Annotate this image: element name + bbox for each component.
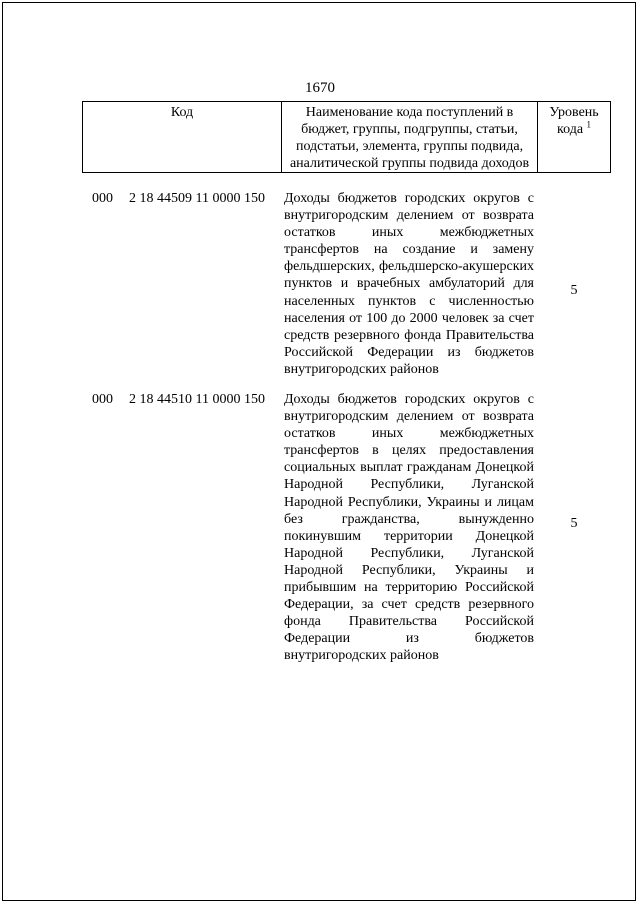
header-table — [82, 101, 611, 173]
row-admin-code: 000 — [92, 191, 113, 206]
header-level-label: Уровень кода — [549, 105, 599, 137]
header-level-footnote: 1 — [586, 119, 592, 130]
header-name-label: Наименование кода поступлений в бюджет, группы, подгруппы, статьи, подстатьи, элемента, группы подвида, аналитической группы подвида доходов — [289, 105, 530, 171]
page-number: 1670 — [305, 80, 335, 96]
header-level-cell — [538, 102, 611, 173]
header-code-cell — [83, 102, 282, 173]
header-code-label: Код — [170, 105, 194, 120]
header-row — [83, 102, 611, 173]
row-income-name: Доходы бюджетов городских округов с внутригородским делением от возврата остатков иных межбюджетных трансфертов в целях предоставления социальных выплат гражданам Донецкой Народной Республики, Луганской Народной Республики, Украины и лицам без гражданства, вынужденно покинувшим территории Донецкой Народной Республики, Луганской Народной Республики, Украины и прибывшим на территорию Российской Федерации, за счет средств резервного фонда Правительства Российской Федерации из бюджетов внутригородских районов — [284, 392, 534, 664]
row-admin-code: 000 — [92, 392, 113, 407]
row-code-level: 5 — [570, 516, 578, 531]
row-income-code: 2 18 44509 11 0000 150 — [129, 191, 265, 206]
row-income-code: 2 18 44510 11 0000 150 — [129, 392, 265, 407]
row-code-level: 5 — [570, 283, 578, 298]
row-income-name: Доходы бюджетов городских округов с внутригородским делением от возврата остатков иных межбюджетных трансфертов на создание и замену фельдшерских, фельдшерско-акушерских пунктов и врачебных амбулаторий для населенных пунктов с численностью населения от 100 до 2000 человек за счет средств резервного фонда Правительства Российской Федерации из бюджетов внутригородских районов — [284, 191, 534, 377]
header-name-cell — [282, 102, 538, 173]
